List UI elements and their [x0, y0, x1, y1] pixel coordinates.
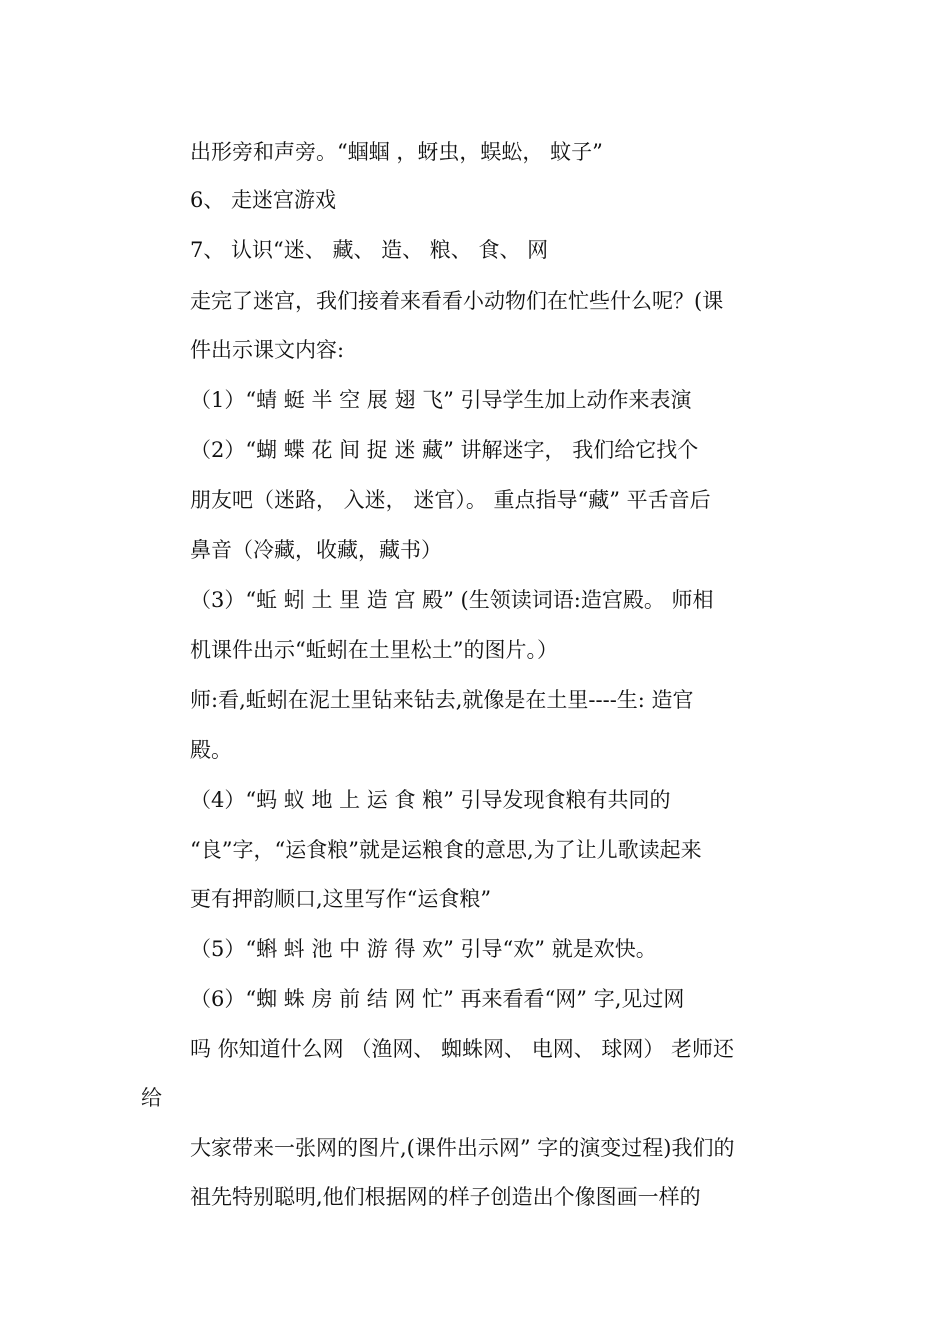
- text-line: 师:看,蚯蚓在泥土里钻来钻去,就像是在土里----生: 造官: [190, 688, 694, 712]
- text-line: 给: [141, 1086, 162, 1110]
- text-line: 更有押韵顺口,这里写作“运食粮”: [190, 887, 492, 911]
- text-line: （6）“蜘 蛛 房 前 结 网 忙” 再来看看“网” 字,见过网: [190, 987, 685, 1011]
- text-line: 走完了迷宫，我们接着来看看小动物们在忙些什么呢？(课: [190, 289, 724, 313]
- text-line: （3）“蚯 蚓 土 里 造 宫 殿” (生领读词语:造宫殿。 师相: [190, 588, 714, 612]
- text-line: （5）“蝌 蚪 池 中 游 得 欢” 引导“欢” 就是欢快。: [190, 937, 657, 961]
- text-line: （1）“蜻 蜓 半 空 展 翅 飞” 引导学生加上动作来表演: [190, 388, 692, 412]
- text-line: 大家带来一张网的图片,(课件出示网” 字的演变过程)我们的: [190, 1136, 735, 1160]
- text-line: （2）“蝴 蝶 花 间 捉 迷 藏” 讲解迷字， 我们给它找个: [190, 438, 699, 462]
- text-line: 朋友吧（迷路， 入迷， 迷官）。 重点指导“藏” 平舌音后: [190, 488, 711, 512]
- text-line: 7、 认识“迷、 藏、 造、 粮、 食、 网: [190, 238, 549, 262]
- text-line: （4）“蚂 蚁 地 上 运 食 粮” 引导发现食粮有共同的: [190, 788, 671, 812]
- text-line: “良”字，“运食粮”就是运粮食的意思,为了让儿歌读起来: [190, 838, 702, 862]
- text-line: 机课件出示“蚯蚓在土里松土”的图片。）: [190, 638, 558, 662]
- text-line: 殿。: [190, 738, 232, 762]
- text-line: 祖先特别聪明,他们根据网的样子创造出个像图画一样的: [190, 1185, 701, 1209]
- text-line: 6、 走迷宫游戏: [190, 188, 337, 212]
- text-line: 鼻音（冷藏，收藏，藏书）: [190, 538, 442, 562]
- text-line: 出形旁和声旁。“蝈蝈 ，蚜虫，蜈蚣， 蚊子”: [190, 140, 603, 164]
- text-line: 吗 你知道什么网 （渔网、 蜘蛛网、 电网、 球网） 老师还: [190, 1037, 735, 1061]
- text-line: 件出示课文内容:: [190, 338, 345, 362]
